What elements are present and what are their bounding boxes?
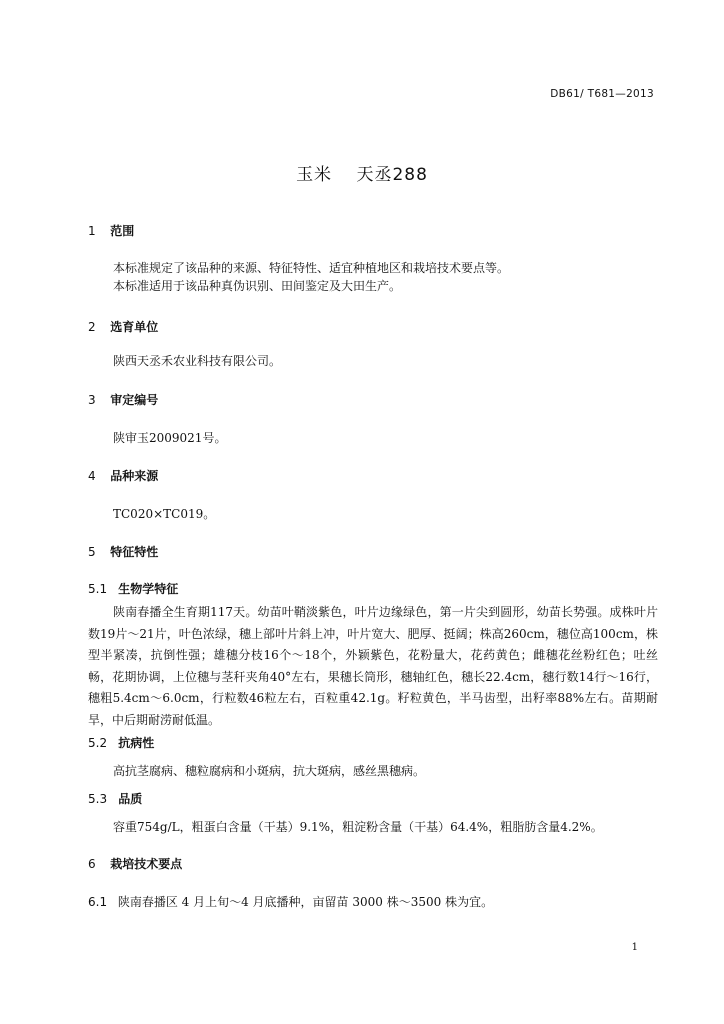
- paragraph: 高抗茎腐病、穗粒腐病和小斑病，抗大斑病，感丝黑穗病。: [113, 764, 426, 778]
- section-3-heading: [88, 391, 158, 408]
- section-number: 6: [88, 857, 96, 871]
- paragraph: 本标准规定了该品种的来源、特征特性、适宜种植地区和栽培技术要点等。: [113, 261, 510, 275]
- section-title: 抗病性: [118, 736, 155, 750]
- section-number: 5.2: [88, 736, 108, 750]
- section-1-heading: [88, 222, 134, 239]
- section-5-heading: [88, 543, 158, 560]
- section-5-3-heading: [88, 790, 142, 807]
- section-number: 2: [88, 320, 96, 334]
- section-title: 选育单位: [110, 320, 159, 334]
- section-6-1: [88, 893, 493, 910]
- paragraph: 陕西天丞禾农业科技有限公司。: [113, 354, 282, 368]
- page-number: 1: [631, 942, 638, 953]
- section-number: 4: [88, 469, 96, 483]
- section-5-1-heading: [88, 580, 178, 597]
- section-2-heading: [88, 318, 158, 335]
- section-number: 1: [88, 224, 96, 238]
- section-title: 生物学特征: [118, 582, 179, 596]
- section-number: 3: [88, 393, 96, 407]
- paragraph: 陕南春播全生育期117天。幼苗叶鞘淡紫色，叶片边缘绿色，第一片尖到圆形，幼苗长势强。成株叶片数19片～21片，叶色浓绿，穗上部叶片斜上冲，叶片宽大、肥厚、挺阔；株高260cm，穗位高100cm，株型半紧凑，抗倒性强；雄穗分枝16个～18个，外颖紫色，花粉量大，花药黄色；雌穗花丝粉红色；吐丝畅，花期协调，上位穗与茎秆夹角40°左右，果穗长筒形，穗轴红色，穗长22.4cm，穗行数14行～16行，穗粗5.4cm～6.0cm，行粒数46粒左右，百粒重42.1g。籽粒黄色，半马齿型，出籽率88%左右。苗期耐旱，中后期耐涝耐低温。: [88, 605, 658, 727]
- standard-code: DB61/ T681—2013: [550, 88, 654, 100]
- paragraph: 容重754g/L，粗蛋白含量（干基）9.1%，粗淀粉含量（干基）64.4%，粗脂肪含量4.2%。: [113, 820, 603, 834]
- section-number: 5.1: [88, 582, 108, 596]
- section-6-heading: [88, 855, 182, 872]
- section-title: 品质: [118, 792, 143, 806]
- section-title: 栽培技术要点: [110, 857, 183, 871]
- section-number: 5: [88, 545, 96, 559]
- paragraph: 本标准适用于该品种真伪识别、田间鉴定及大田生产。: [113, 279, 402, 293]
- section-title: 审定编号: [110, 393, 159, 407]
- section-title: 品种来源: [110, 469, 159, 483]
- paragraph: 陕南春播区 4 月上旬～4 月底播种，亩留苗 3000 株～3500 株为宜。: [117, 895, 494, 909]
- section-title: 范围: [110, 224, 135, 238]
- document-title: 玉米 天丞288: [296, 165, 428, 185]
- section-number: 6.1: [88, 895, 108, 909]
- section-title: 特征特性: [110, 545, 159, 559]
- section-4-heading: [88, 467, 158, 484]
- paragraph: 陕审玉2009021号。: [113, 431, 227, 445]
- section-number: 5.3: [88, 792, 108, 806]
- paragraph: TC020×TC019。: [113, 507, 216, 521]
- section-5-2-heading: [88, 734, 154, 751]
